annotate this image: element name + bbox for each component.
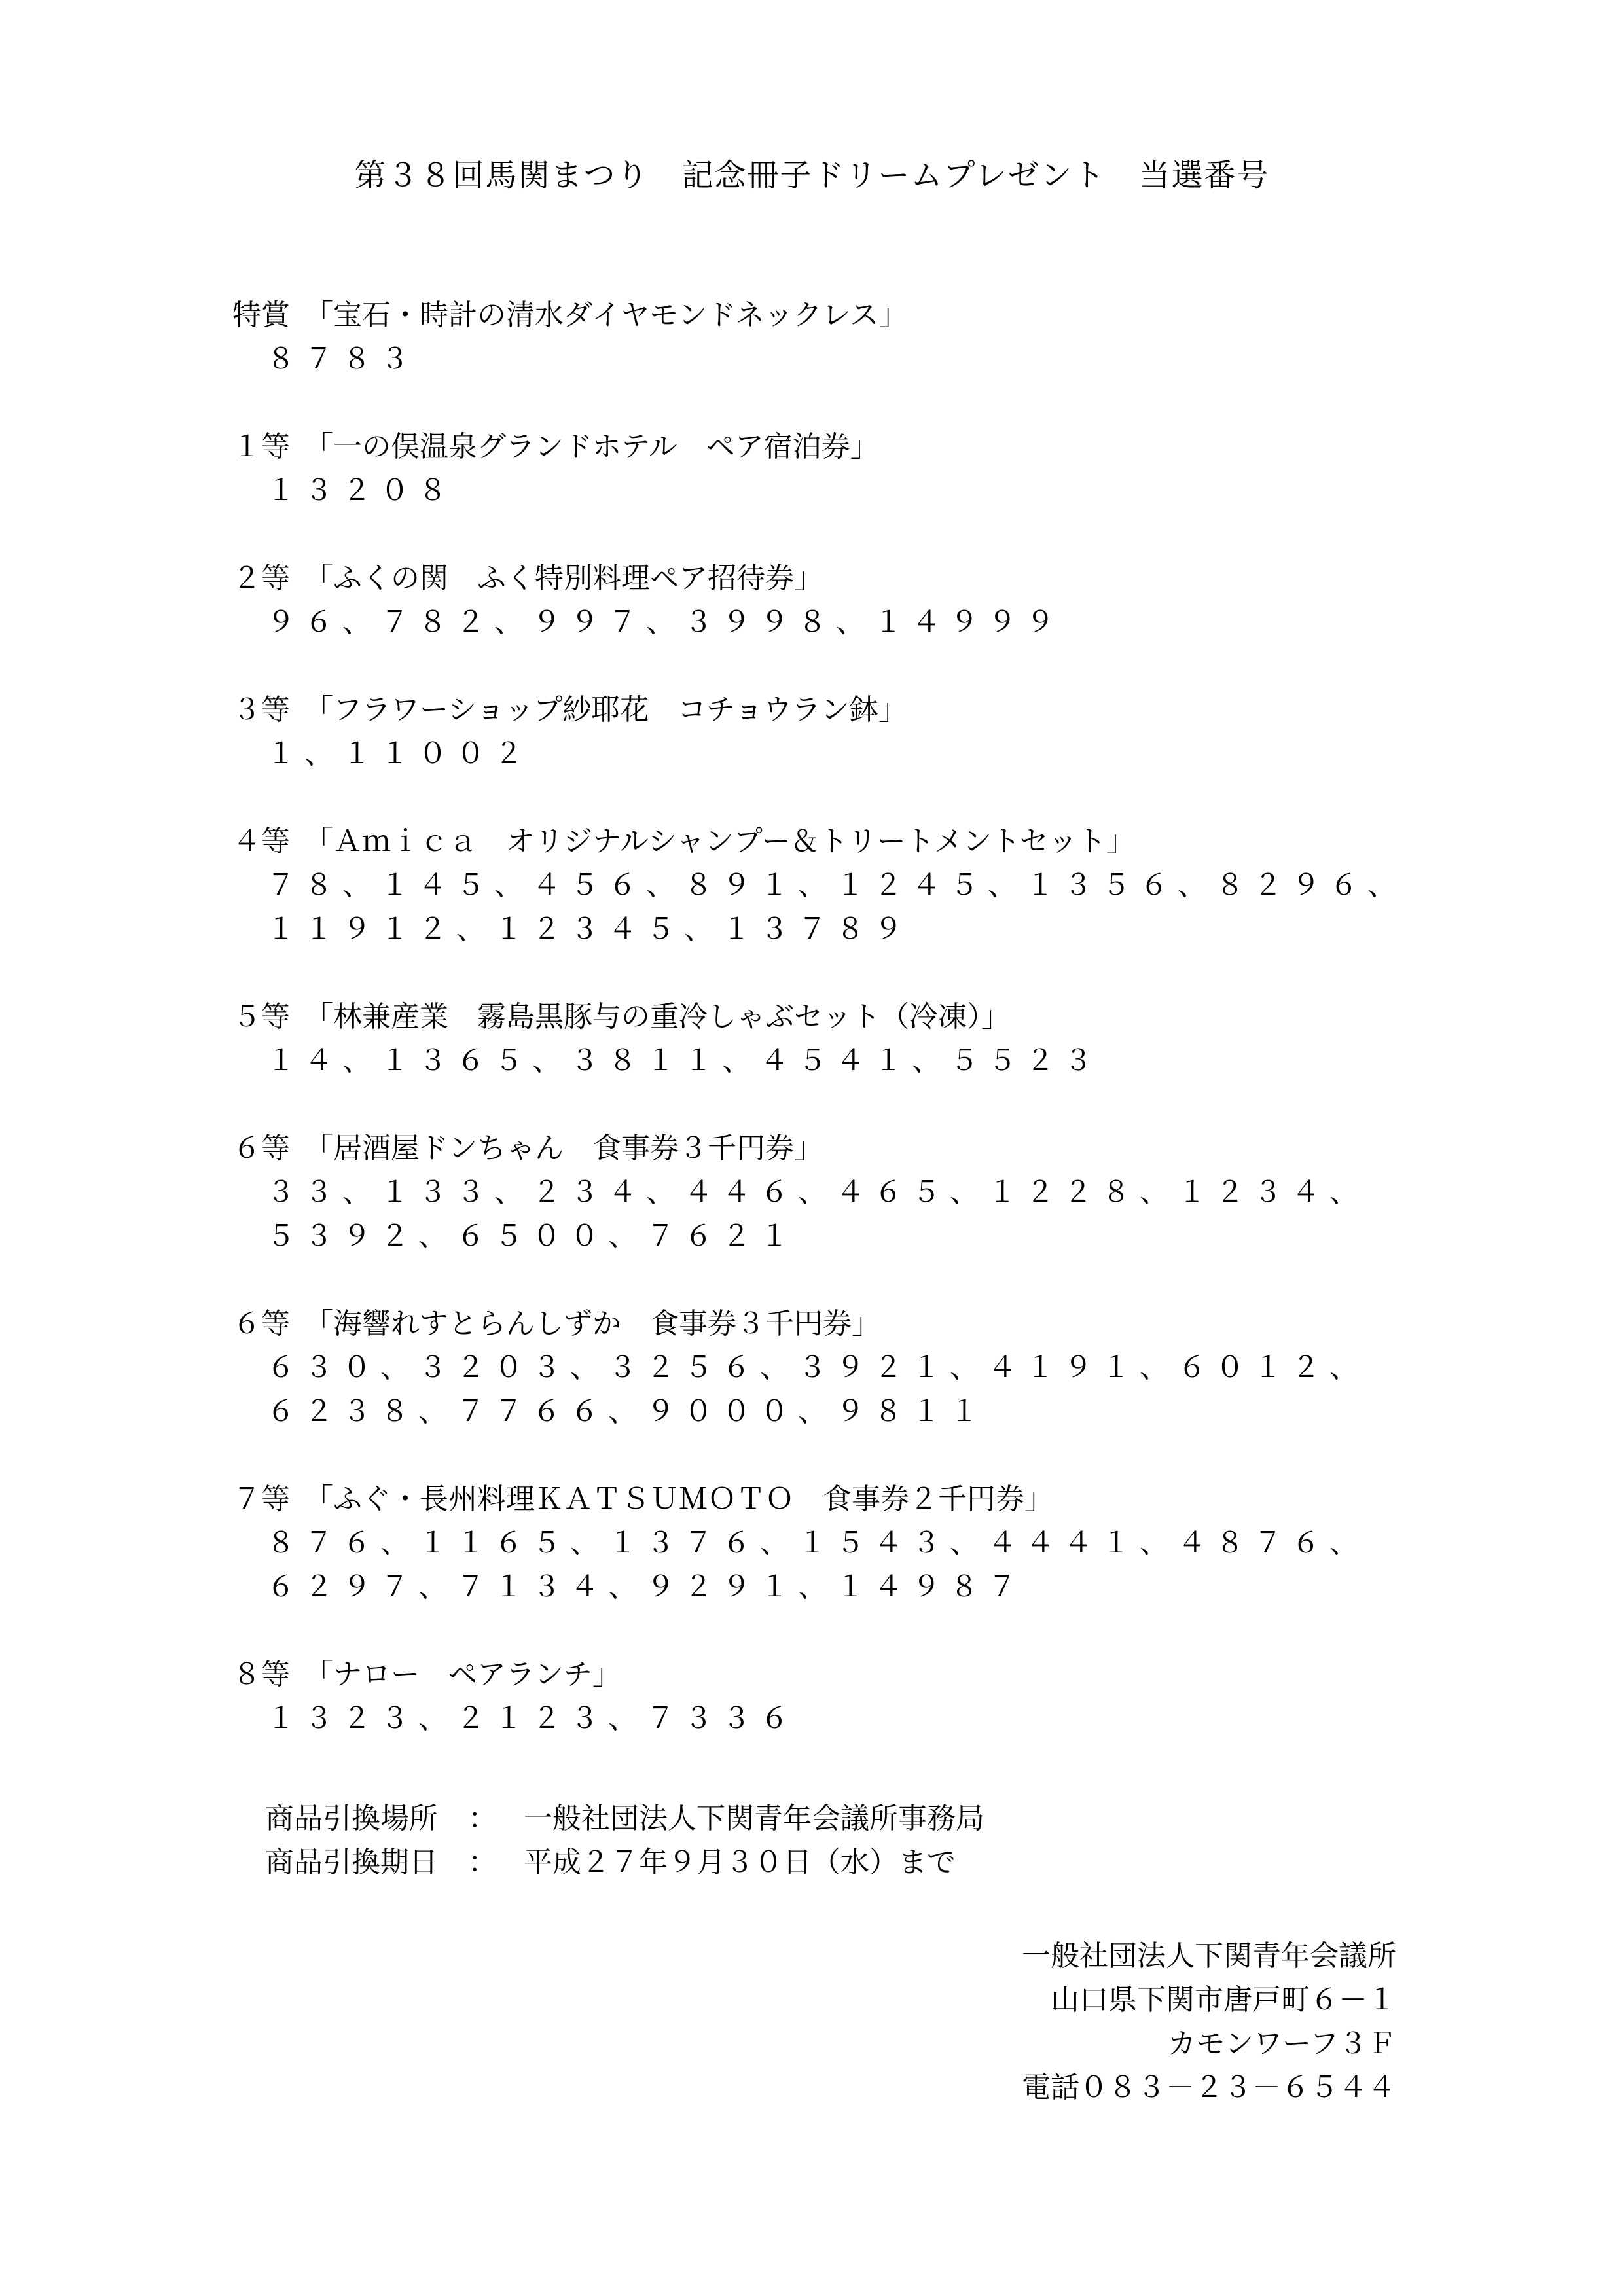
winning-numbers: ８７６、１１６５、１３７６、１５４３、４４４１、４８７６、 bbox=[266, 1526, 1367, 1560]
prize-2nd bbox=[232, 556, 1476, 688]
prize-heading: ５等 「林兼産業 霧島黒豚与の重冷しゃぶセット（冷凍）」 bbox=[232, 1000, 1010, 1033]
prize-4th bbox=[232, 819, 1476, 995]
organizer-phone: 電話０８３－２３－６５４４ bbox=[1022, 2071, 1396, 2104]
winning-numbers: ９６、７８２、９９７、３９９８、１４９９９ bbox=[266, 605, 1064, 639]
winning-numbers: ７８、１４５、４５６、８９１、１２４５、１３５６、８２９６、 bbox=[266, 869, 1405, 902]
prize-1st bbox=[232, 425, 1476, 556]
exchange-place-value: 一般社団法人下関青年会議所事務局 bbox=[524, 1802, 984, 1835]
prize-8th bbox=[232, 1653, 1476, 1740]
exchange-place-row bbox=[265, 1797, 984, 1840]
prize-heading: ４等 「Ａｍｉｃａ オリジナルシャンプー＆トリートメントセット」 bbox=[232, 825, 1135, 858]
prize-spacer bbox=[232, 381, 1476, 425]
exchange-info bbox=[265, 1797, 984, 1884]
winning-numbers: １４、１３６５、３８１１、４５４１、５５２３ bbox=[266, 1044, 1102, 1077]
winning-numbers: ６２９７、７１３４、９２９１、１４９８７ bbox=[266, 1570, 1026, 1604]
prize-spacer bbox=[232, 1433, 1476, 1477]
exchange-place-label: 商品引換場所 bbox=[265, 1802, 438, 1835]
exchange-date-value: 平成２７年９月３０日（水）まで bbox=[524, 1846, 956, 1879]
prize-list bbox=[232, 293, 1476, 1740]
prize-heading: ７等 「ふぐ・長州料理ＫＡＴＳＵＭＯＴＯ 食事券２千円券」 bbox=[232, 1482, 1053, 1516]
prize-spacer bbox=[232, 512, 1476, 556]
winning-numbers: ６２３８、７７６６、９０００、９８１１ bbox=[266, 1395, 988, 1428]
page-title: 第３８回馬関まつり 記念冊子ドリームプレゼント 当選番号 bbox=[354, 157, 1270, 194]
winning-numbers: ８７８３ bbox=[266, 342, 418, 376]
organizer-street: 山口県下関市唐戸町６－１ bbox=[1051, 1983, 1396, 2017]
organizer-building: カモンワーフ３Ｆ bbox=[1167, 2027, 1396, 2060]
winning-numbers: １３２０８ bbox=[266, 474, 456, 507]
prize-6th-a bbox=[232, 1126, 1476, 1302]
prize-spacer bbox=[232, 951, 1476, 995]
exchange-place-colon: ： bbox=[468, 1802, 497, 1835]
prize-heading: 特賞 「宝石・時計の清水ダイヤモンドネックレス」 bbox=[232, 298, 908, 332]
organizer-address bbox=[1022, 1934, 1396, 2109]
exchange-date-label: 商品引換期日 bbox=[265, 1846, 438, 1879]
winning-numbers: ６３０、３２０３、３２５６、３９２１、４１９１、６０１２、 bbox=[266, 1351, 1367, 1384]
prize-heading: １等 「一の俣温泉グランドホテル ペア宿泊券」 bbox=[232, 430, 879, 463]
prize-5th bbox=[232, 995, 1476, 1126]
winning-numbers: ３３、１３３、２３４、４４６、４６５、１２２８、１２３４、 bbox=[266, 1175, 1367, 1209]
prize-spacer bbox=[232, 776, 1476, 819]
prize-6th-b bbox=[232, 1302, 1476, 1477]
winning-numbers: １１９１２、１２３４５、１３７８９ bbox=[266, 912, 912, 946]
prize-heading: ６等 「海響れすとらんしずか 食事券３千円券」 bbox=[232, 1307, 880, 1340]
prize-spacer bbox=[232, 644, 1476, 688]
prize-3rd bbox=[232, 688, 1476, 819]
prize-7th bbox=[232, 1477, 1476, 1653]
prize-spacer bbox=[232, 1258, 1476, 1302]
exchange-date-row bbox=[265, 1840, 984, 1884]
prize-special bbox=[232, 293, 1476, 425]
winning-numbers: １、１１００２ bbox=[266, 737, 532, 770]
prize-heading: ８等 「ナロー ペアランチ」 bbox=[232, 1658, 621, 1691]
winning-numbers: １３２３、２１２３、７３３６ bbox=[266, 1702, 798, 1735]
winning-numbers: ５３９２、６５００、７６２１ bbox=[266, 1219, 798, 1253]
prize-heading: ６等 「居酒屋ドンちゃん 食事券３千円券」 bbox=[232, 1132, 823, 1165]
exchange-date-colon: ： bbox=[468, 1846, 497, 1879]
prize-heading: ３等 「フラワーショップ紗耶花 コチョウラン鉢」 bbox=[232, 693, 907, 726]
prize-spacer bbox=[232, 1083, 1476, 1126]
prize-heading: ２等 「ふくの関 ふく特別料理ペア招待券」 bbox=[232, 562, 823, 595]
organizer-name: 一般社団法人下関青年会議所 bbox=[1022, 1939, 1396, 1973]
prize-spacer bbox=[232, 1609, 1476, 1653]
